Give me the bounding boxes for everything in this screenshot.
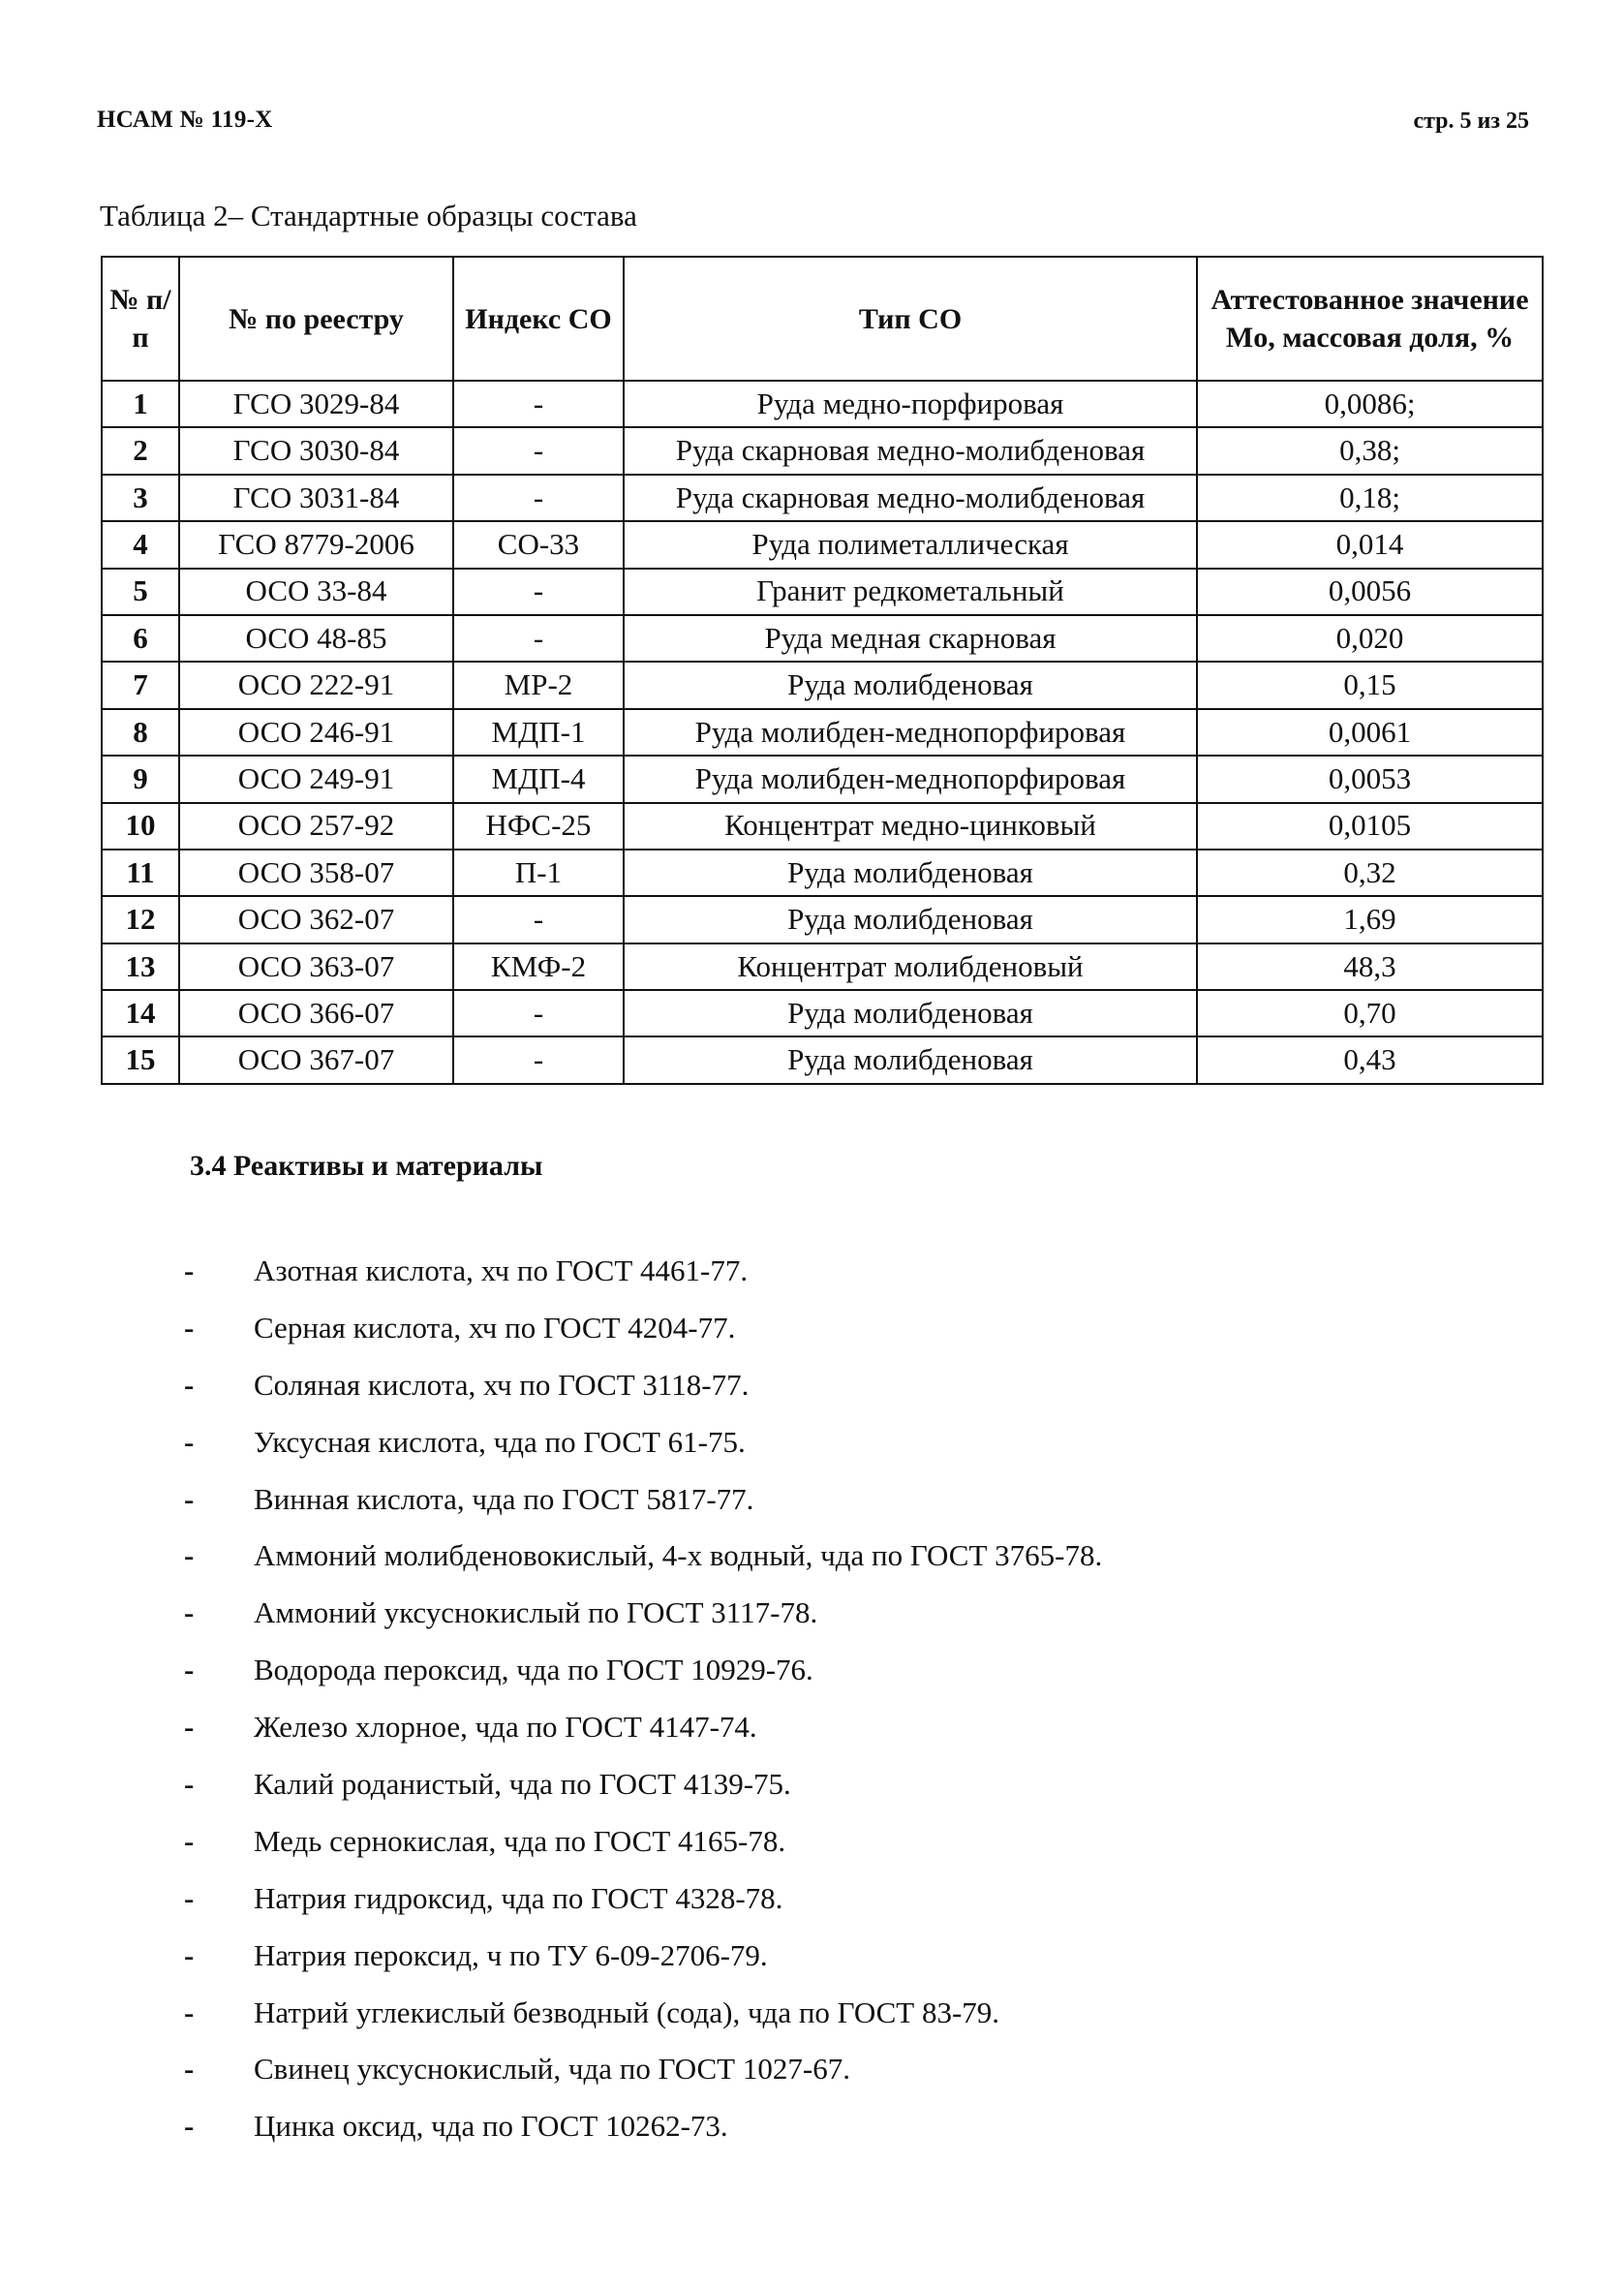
bullet-dash: - [184, 1367, 195, 1402]
list-item [184, 1480, 1102, 1537]
column-header-registry: № по реестру [179, 257, 453, 381]
table-row [102, 569, 1543, 615]
cell-index: - [453, 615, 624, 662]
table-row [102, 756, 1543, 802]
cell-index: МР-2 [453, 662, 624, 708]
table-row [102, 990, 1543, 1036]
cell-type: Руда молибденовая [624, 896, 1197, 943]
list-item-text: Натрий углекислый безводный (сода), чда по ГОСТ 83-79. [254, 1994, 1000, 2029]
cell-index: МДП-4 [453, 756, 624, 802]
table-row [102, 662, 1543, 708]
bullet-dash: - [184, 1880, 195, 1915]
bullet-dash: - [184, 1424, 195, 1459]
table-row [102, 615, 1543, 662]
list-item [184, 1252, 1102, 1309]
cell-registry: ОСО 48-85 [179, 615, 453, 662]
table-row [102, 943, 1543, 990]
cell-value: 0,38; [1197, 427, 1543, 474]
page-number: стр. 5 из 25 [1413, 108, 1529, 134]
list-item-text: Цинка оксид, чда по ГОСТ 10262-73. [254, 2109, 728, 2144]
list-item [184, 1536, 1102, 1593]
list-item-text: Калий роданистый, чда по ГОСТ 4139-75. [254, 1767, 791, 1802]
column-header-type: Тип СО [624, 257, 1197, 381]
bullet-dash: - [184, 1253, 195, 1287]
list-item [184, 1309, 1102, 1366]
list-item-text: Свинец уксуснокислый, чда по ГОСТ 1027-67. [254, 2052, 850, 2087]
cell-value: 0,020 [1197, 615, 1543, 662]
list-item-text: Винная кислота, чда по ГОСТ 5817-77. [254, 1481, 754, 1516]
cell-registry: ОСО 362-07 [179, 896, 453, 943]
list-item [184, 1366, 1102, 1423]
cell-type: Руда скарновая медно-молибденовая [624, 475, 1197, 521]
cell-value: 0,0061 [1197, 709, 1543, 756]
cell-number: 8 [102, 709, 179, 756]
cell-registry: ОСО 358-07 [179, 850, 453, 896]
table-row [102, 381, 1543, 427]
cell-number: 11 [102, 850, 179, 896]
table-row [102, 521, 1543, 568]
cell-number: 9 [102, 756, 179, 802]
list-item [184, 2107, 1102, 2164]
cell-value: 0,0086; [1197, 381, 1543, 427]
cell-number: 14 [102, 990, 179, 1036]
list-item [184, 1708, 1102, 1765]
section-title: 3.4 Реактивы и материалы [190, 1150, 543, 1182]
list-item [184, 1765, 1102, 1822]
cell-index: - [453, 475, 624, 521]
list-item [184, 1994, 1102, 2051]
column-header-value: Аттестованное значение Mo, массовая доля, % [1197, 257, 1543, 381]
reagent-list [184, 1252, 1102, 2164]
cell-type: Руда скарновая медно-молибденовая [624, 427, 1197, 474]
cell-value: 1,69 [1197, 896, 1543, 943]
cell-registry: ОСО 367-07 [179, 1036, 453, 1083]
column-header-index: Индекс СО [453, 257, 624, 381]
cell-type: Руда молибденовая [624, 850, 1197, 896]
cell-value: 0,014 [1197, 521, 1543, 568]
cell-index: КМФ-2 [453, 943, 624, 990]
list-item-text: Аммоний уксуснокислый по ГОСТ 3117-78. [254, 1595, 818, 1630]
cell-value: 0,15 [1197, 662, 1543, 708]
list-item-text: Натрия гидроксид, чда по ГОСТ 4328-78. [254, 1880, 783, 1915]
table-row [102, 1036, 1543, 1083]
cell-type: Руда полиметаллическая [624, 521, 1197, 568]
table-row [102, 427, 1543, 474]
cell-number: 10 [102, 803, 179, 850]
bullet-dash: - [184, 1653, 195, 1687]
table-header-row [102, 257, 1543, 381]
list-item [184, 1593, 1102, 1651]
cell-number: 2 [102, 427, 179, 474]
cell-value: 0,18; [1197, 475, 1543, 521]
list-item [184, 1651, 1102, 1708]
table-row [102, 709, 1543, 756]
list-item [184, 1423, 1102, 1480]
list-item-text: Уксусная кислота, чда по ГОСТ 61-75. [254, 1424, 746, 1459]
cell-registry: ОСО 363-07 [179, 943, 453, 990]
cell-number: 1 [102, 381, 179, 427]
cell-value: 0,0105 [1197, 803, 1543, 850]
cell-index: - [453, 1036, 624, 1083]
list-item-text: Соляная кислота, хч по ГОСТ 3118-77. [254, 1367, 750, 1402]
cell-registry: ОСО 222-91 [179, 662, 453, 708]
cell-type: Концентрат медно-цинковый [624, 803, 1197, 850]
cell-type: Гранит редкометальный [624, 569, 1197, 615]
cell-index: - [453, 896, 624, 943]
cell-value: 0,0056 [1197, 569, 1543, 615]
cell-type: Концентрат молибденовый [624, 943, 1197, 990]
bullet-dash: - [184, 1595, 195, 1630]
list-item-text: Водорода пероксид, чда по ГОСТ 10929-76. [254, 1653, 813, 1687]
bullet-dash: - [184, 1994, 195, 2029]
cell-registry: ОСО 249-91 [179, 756, 453, 802]
cell-type: Руда молибденовая [624, 1036, 1197, 1083]
list-item-text: Медь сернокислая, чда по ГОСТ 4165-78. [254, 1823, 786, 1858]
cell-number: 7 [102, 662, 179, 708]
list-item-text: Серная кислота, хч по ГОСТ 4204-77. [254, 1310, 736, 1345]
bullet-dash: - [184, 1481, 195, 1516]
cell-registry: ОСО 33-84 [179, 569, 453, 615]
cell-value: 0,43 [1197, 1036, 1543, 1083]
cell-value: 0,32 [1197, 850, 1543, 896]
cell-index: П-1 [453, 850, 624, 896]
bullet-dash: - [184, 1823, 195, 1858]
table-row [102, 850, 1543, 896]
table-row [102, 896, 1543, 943]
cell-registry: ОСО 246-91 [179, 709, 453, 756]
cell-index: МДП-1 [453, 709, 624, 756]
table-row [102, 475, 1543, 521]
list-item-text: Азотная кислота, хч по ГОСТ 4461-77. [254, 1253, 749, 1287]
cell-number: 15 [102, 1036, 179, 1083]
cell-index: НФС-25 [453, 803, 624, 850]
bullet-dash: - [184, 1767, 195, 1802]
list-item-text: Натрия пероксид, ч по ТУ 6-09-2706-79. [254, 1937, 768, 1972]
list-item-text: Аммоний молибденовокислый, 4-х водный, чда по ГОСТ 3765-78. [254, 1538, 1103, 1573]
table-row [102, 803, 1543, 850]
list-item [184, 1879, 1102, 1936]
cell-registry: ГСО 3031-84 [179, 475, 453, 521]
cell-number: 4 [102, 521, 179, 568]
cell-type: Руда медно-порфировая [624, 381, 1197, 427]
bullet-dash: - [184, 1310, 195, 1345]
list-item-text: Железо хлорное, чда по ГОСТ 4147-74. [254, 1710, 757, 1745]
bullet-dash: - [184, 1538, 195, 1573]
cell-value: 0,70 [1197, 990, 1543, 1036]
table-caption: Таблица 2– Стандартные образцы состава [100, 199, 637, 232]
reference-samples-table [101, 256, 1544, 1085]
cell-type: Руда молибденовая [624, 990, 1197, 1036]
bullet-dash: - [184, 1710, 195, 1745]
document-code: НСАМ № 119-Х [97, 107, 273, 133]
cell-number: 6 [102, 615, 179, 662]
cell-type: Руда молибденовая [624, 662, 1197, 708]
cell-number: 5 [102, 569, 179, 615]
cell-type: Руда молибден-меднопорфировая [624, 756, 1197, 802]
bullet-dash: - [184, 1937, 195, 1972]
list-item [184, 2050, 1102, 2107]
cell-type: Руда молибден-меднопорфировая [624, 709, 1197, 756]
bullet-dash: - [184, 2052, 195, 2087]
cell-number: 13 [102, 943, 179, 990]
cell-index: СО-33 [453, 521, 624, 568]
cell-type: Руда медная скарновая [624, 615, 1197, 662]
cell-value: 0,0053 [1197, 756, 1543, 802]
column-header-number: № п/п [102, 257, 179, 381]
cell-registry: ГСО 3029-84 [179, 381, 453, 427]
cell-index: - [453, 381, 624, 427]
cell-number: 3 [102, 475, 179, 521]
cell-number: 12 [102, 896, 179, 943]
cell-registry: ОСО 366-07 [179, 990, 453, 1036]
bullet-dash: - [184, 2109, 195, 2144]
cell-registry: ГСО 8779-2006 [179, 521, 453, 568]
cell-index: - [453, 569, 624, 615]
cell-index: - [453, 990, 624, 1036]
cell-registry: ОСО 257-92 [179, 803, 453, 850]
list-item [184, 1822, 1102, 1879]
cell-index: - [453, 427, 624, 474]
cell-value: 48,3 [1197, 943, 1543, 990]
list-item [184, 1936, 1102, 1994]
cell-registry: ГСО 3030-84 [179, 427, 453, 474]
